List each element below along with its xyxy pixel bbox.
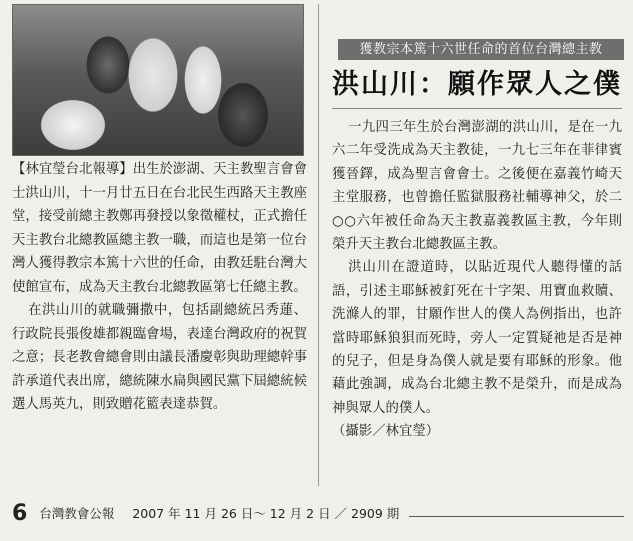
photo-credit: （攝影／林宜瑩）	[332, 424, 440, 440]
article-right-column	[332, 116, 622, 444]
article-photo	[12, 4, 304, 156]
article-paragraph: 一九四三年生於台灣澎湖的洪山川，是在一九六二年受洗成為天主教徒，一九七三年在菲律賓獲晉鐸，成為聖言會會士。之後便在嘉義竹崎天主堂服務，也曾擔任監獄服務社輔導神父，於二○○六年被任命為天主教嘉義教區主教，今年則榮升天主教台北總教區主教。	[332, 120, 622, 253]
article-headline: 洪山川：願作眾人之僕	[332, 62, 622, 109]
column-divider	[318, 4, 319, 486]
page-footer	[12, 498, 624, 528]
article-lead-column	[12, 158, 307, 417]
page-number: 6	[12, 500, 28, 526]
article-paragraph: 【林宜瑩台北報導】出生於澎湖、天主教聖言會會士洪山川，十一月廿五日在台北民生西路天主教座堂，接受前總主教鄭再發授以象徵權杖，正式擔任天主教台北總教區總主教一職，而這也是第一位台灣人獲得教宗本篤十六世的任命，由教廷駐台灣大使館宣布，成為天主教台北總教區第七任總主教。	[12, 162, 307, 295]
issue-info: 2007 年 11 月 26 日～ 12 月 2 日 ／ 2909 期	[132, 506, 400, 521]
article-paragraph: 在洪山川的就職彌撒中，包括副總統呂秀蓮、行政院長張俊雄都親臨會場，表達台灣政府的祝賀之意；長老教會總會則由議長潘慶彰與助理總幹事許承道代表出席，總統陳水扁與國民黨下屆總統候選人馬英九，則致贈花籃表達恭賀。	[12, 303, 307, 412]
publication-name: 台灣教會公報	[39, 506, 115, 521]
article-kicker: 獲教宗本篤十六世任命的首位台灣總主教	[338, 39, 624, 60]
article-paragraph: 洪山川在證道時，以貼近現代人聽得懂的話語，引述主耶穌被釘死在十字架、用寶血救贖、洗滌人的罪，甘願作世人的僕人為例指出，也許當時耶穌狼狽而死時，旁人一定質疑祂是否是神的兒子，但是身為僕人就是要有耶穌的形象。他藉此強調，成為台北總主教不是榮升，而是成為神與眾人的僕人。	[332, 260, 622, 416]
footer-rule	[409, 516, 624, 517]
